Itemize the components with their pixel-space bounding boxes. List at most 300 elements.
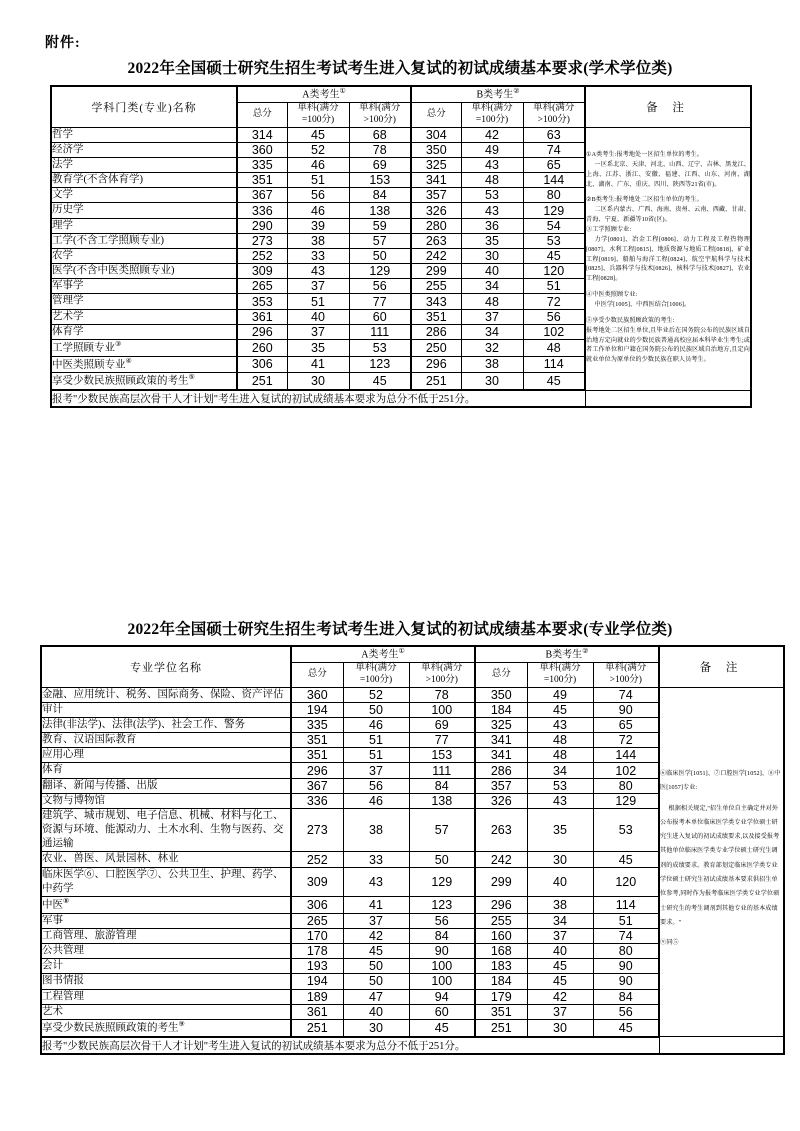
row-subject-name: 体育 — [41, 763, 291, 778]
table-footnote-row — [51, 390, 751, 407]
a-single-gt100-score: 68 — [349, 127, 411, 142]
b-total-score: 168 — [475, 944, 527, 959]
a-single-eq100-score: 46 — [287, 157, 349, 172]
group-a-label: A类考生 — [361, 649, 399, 661]
a-single-gt100-score: 123 — [409, 896, 475, 913]
a-single-eq100-score: 37 — [287, 324, 349, 339]
a-single-gt100-score: 153 — [409, 748, 475, 763]
b-total-score: 357 — [475, 778, 527, 793]
row-subject-name: 文学 — [51, 188, 237, 203]
a-single-gt100-score: 69 — [349, 157, 411, 172]
row-subject-name: 公共管理 — [41, 944, 291, 959]
table1-group-b-header — [411, 86, 585, 102]
a-single-gt100-score: 59 — [349, 218, 411, 233]
a-single-gt100-score: 77 — [409, 733, 475, 748]
a-total-score: 360 — [291, 687, 343, 702]
a-total-score: 260 — [237, 339, 287, 356]
b-single-eq100-score: 40 — [527, 944, 593, 959]
b-single-eq100-score: 30 — [527, 1019, 593, 1036]
b-single-eq100-score: 34 — [527, 913, 593, 928]
b-single-eq100-score: 37 — [461, 309, 523, 324]
a-single-gt100-score: 78 — [409, 687, 475, 702]
row-subject-name: 建筑学、城市规划、电子信息、机械、材料与化工、资源与环境、能源动力、土木水利、生物与医药、交通运输 — [41, 808, 291, 852]
b-total-score: 160 — [475, 928, 527, 943]
group-a-footnote-mark: ① — [339, 87, 346, 95]
row-subject-name: 文物与博物馆 — [41, 793, 291, 808]
a-single-eq100-score: 46 — [343, 793, 409, 808]
a-total-score: 251 — [291, 1019, 343, 1036]
b-single-gt100-score: 90 — [593, 974, 659, 989]
row-subject-name: 中医类照顾专业④ — [51, 356, 237, 373]
a-single-eq100-score: 42 — [343, 928, 409, 943]
note-paragraph: 根据相关规定,"招生单位自主确定并对外公布报考本单位临床医学类专业学位硕士研究生进入复试的初试成绩要求,以及接受报考其他单位临床医学类专业学位硕士研究生调剂的成绩要求。教育部划定临床医学类专业学位硕士研究生初试成绩基本要求供招生单位参考,同时作为报考临床医学类专业学位硕士研究生的考生调剂到其他专业的基本成绩要求。" — [660, 805, 780, 927]
table-footnote: 报考"少数民族高层次骨干人才计划"考生进入复试的初试成绩基本要求为总分不低于251分。 — [51, 390, 585, 407]
a-single-eq100-score: 37 — [343, 763, 409, 778]
note-paragraph: ⑥临床医学[1051]、⑦口腔医学[1052]、⑧中医[1057]专业: — [660, 770, 781, 792]
table2-a-gt100-header — [409, 662, 475, 687]
b-single-eq100-score: 34 — [461, 324, 523, 339]
a-total-score: 265 — [237, 279, 287, 294]
b-total-score: 251 — [475, 1019, 527, 1036]
row-subject-name: 中医⑧ — [41, 896, 291, 913]
b-single-eq100-score: 48 — [527, 748, 593, 763]
b-single-eq100-score: 32 — [461, 339, 523, 356]
a-single-gt100-score: 100 — [409, 959, 475, 974]
b-total-score: 255 — [411, 279, 461, 294]
b-single-gt100-score: 129 — [523, 203, 585, 218]
b-single-eq100-score: 30 — [461, 373, 523, 390]
row-subject-name: 审计 — [41, 702, 291, 717]
row-subject-name: 教育、汉语国际教育 — [41, 733, 291, 748]
a-single-gt100-score: 53 — [349, 339, 411, 356]
b-single-gt100-score: 129 — [593, 793, 659, 808]
b-single-gt100-score: 144 — [523, 173, 585, 188]
row-subject-name: 法律(非法学)、法律(法学)、社会工作、警务 — [41, 717, 291, 732]
b-single-eq100-score: 48 — [461, 294, 523, 309]
a-single-gt100-score: 84 — [409, 928, 475, 943]
b-single-eq100-score: 37 — [527, 928, 593, 943]
b-gt100-line2: >100分) — [609, 674, 642, 685]
a-single-gt100-score: 57 — [349, 233, 411, 248]
b-eq100-line1: 单科(满分 — [471, 102, 513, 113]
b-single-eq100-score: 45 — [527, 974, 593, 989]
group-b-label: B类考生 — [476, 89, 514, 101]
a-total-score: 251 — [237, 373, 287, 390]
row-subject-name: 图书情报 — [41, 974, 291, 989]
b-single-eq100-score: 48 — [527, 733, 593, 748]
group-b-footnote-mark: ② — [582, 647, 589, 655]
a-single-eq100-score: 50 — [343, 974, 409, 989]
note-paragraph: 报考地处二区招生单位,且毕业后在国务院公布的民族区域自治地方定向就业的少数民族普通高校应届本科毕业生考生;或者工作单位和户籍在国务院公布的民族区域自治地方,且定向就业单位为原单位的少数民族在职人员考生。 — [586, 327, 750, 364]
note-paragraph: 一区系北京、天津、河北、山西、辽宁、吉林、黑龙江、上海、江苏、浙江、安徽、福建、江西、山东、河南、湖北、湖南、广东、重庆、四川、陕西等21省(市)。 — [586, 161, 750, 188]
a-single-eq100-score: 40 — [343, 1004, 409, 1019]
academic-degree-table — [50, 85, 752, 408]
b-single-eq100-score: 40 — [461, 264, 523, 279]
b-gt100-line1: 单科(满分 — [605, 662, 647, 673]
row-subject-name: 体育学 — [51, 324, 237, 339]
b-total-score: 343 — [411, 294, 461, 309]
a-single-gt100-score: 111 — [349, 324, 411, 339]
b-single-gt100-score: 48 — [523, 339, 585, 356]
b-single-eq100-score: 49 — [461, 142, 523, 157]
a-single-gt100-score: 69 — [409, 717, 475, 732]
b-single-eq100-score: 38 — [527, 896, 593, 913]
table2-subject-header: 专业学位名称 — [41, 646, 291, 687]
a-gt100-line1: 单科(满分 — [359, 102, 401, 113]
b-total-score: 299 — [475, 867, 527, 896]
row-footnote-mark: ③ — [115, 339, 122, 348]
b-total-score: 296 — [475, 896, 527, 913]
a-total-score: 335 — [237, 157, 287, 172]
b-total-score: 341 — [411, 173, 461, 188]
a-gt100-line1: 单科(满分 — [421, 662, 463, 673]
a-single-gt100-score: 45 — [349, 373, 411, 390]
note-paragraph: ⑨同⑤ — [660, 940, 679, 947]
b-total-score: 326 — [411, 203, 461, 218]
a-single-gt100-score: 90 — [409, 944, 475, 959]
a-single-eq100-score: 46 — [287, 203, 349, 218]
row-subject-name: 艺术 — [41, 1004, 291, 1019]
b-total-score: 179 — [475, 989, 527, 1004]
b-single-gt100-score: 54 — [523, 218, 585, 233]
a-eq100-line1: 单科(满分 — [355, 662, 397, 673]
b-single-gt100-score: 74 — [523, 142, 585, 157]
b-single-gt100-score: 51 — [523, 279, 585, 294]
b-total-score: 286 — [411, 324, 461, 339]
note-paragraph: ①A类考生:报考地处一区招生单位的考生。 — [586, 151, 704, 158]
a-total-score: 367 — [291, 778, 343, 793]
b-single-gt100-score: 72 — [523, 294, 585, 309]
b-single-gt100-score: 45 — [523, 373, 585, 390]
b-total-score: 184 — [475, 702, 527, 717]
b-single-gt100-score: 45 — [523, 248, 585, 263]
table1-header-row-1 — [51, 86, 751, 102]
table2-a-eq100-header — [343, 662, 409, 687]
b-single-eq100-score: 40 — [527, 867, 593, 896]
b-single-eq100-score: 53 — [527, 778, 593, 793]
b-single-eq100-score: 53 — [461, 188, 523, 203]
row-subject-name: 享受少数民族照顾政策的考生⑨ — [41, 1019, 291, 1036]
a-total-score: 273 — [291, 808, 343, 852]
a-single-gt100-score: 60 — [409, 1004, 475, 1019]
b-total-score: 296 — [411, 356, 461, 373]
table2-b-eq100-header — [527, 662, 593, 687]
a-single-eq100-score: 37 — [343, 913, 409, 928]
table1-b-total-header: 总分 — [411, 102, 461, 127]
note-paragraph: 中医学[1005]、中西医结合[1006]。 — [594, 301, 691, 308]
a-single-eq100-score: 33 — [287, 248, 349, 263]
b-total-score: 280 — [411, 218, 461, 233]
a-eq100-line2: =100分) — [359, 674, 393, 685]
b-single-eq100-score: 35 — [461, 233, 523, 248]
a-single-eq100-score: 38 — [343, 808, 409, 852]
b-single-gt100-score: 53 — [523, 233, 585, 248]
a-total-score: 252 — [237, 248, 287, 263]
a-single-gt100-score: 138 — [349, 203, 411, 218]
b-single-gt100-score: 63 — [523, 127, 585, 142]
table-footnote-row — [41, 1037, 784, 1054]
b-single-gt100-score: 45 — [593, 1019, 659, 1036]
b-single-gt100-score: 74 — [593, 687, 659, 702]
b-single-eq100-score: 30 — [527, 852, 593, 867]
row-footnote-mark: ④ — [125, 356, 132, 365]
b-gt100-line2: >100分) — [537, 114, 570, 125]
b-single-eq100-score: 48 — [461, 173, 523, 188]
a-single-eq100-score: 35 — [287, 339, 349, 356]
b-single-gt100-score: 45 — [593, 852, 659, 867]
row-subject-name: 工商管理、旅游管理 — [41, 928, 291, 943]
a-total-score: 252 — [291, 852, 343, 867]
b-total-score: 326 — [475, 793, 527, 808]
b-single-eq100-score: 34 — [461, 279, 523, 294]
a-total-score: 351 — [237, 173, 287, 188]
b-single-gt100-score: 56 — [523, 309, 585, 324]
a-total-score: 306 — [291, 896, 343, 913]
table-row — [51, 127, 751, 142]
a-single-gt100-score: 94 — [409, 989, 475, 1004]
table1-b-eq100-header — [461, 102, 523, 127]
b-single-gt100-score: 144 — [593, 748, 659, 763]
table2-group-a-header — [291, 646, 475, 662]
b-single-gt100-score: 80 — [593, 944, 659, 959]
group-b-footnote-mark: ② — [513, 87, 520, 95]
a-total-score: 309 — [237, 264, 287, 279]
b-total-score: 341 — [475, 733, 527, 748]
row-subject-name: 理学 — [51, 218, 237, 233]
a-total-score: 273 — [237, 233, 287, 248]
note-paragraph: 力学[0801]、冶金工程[0806]、动力工程及工程热物理[0807]、水利工程[0815]、地质资源与地质工程[0818]、矿业工程[0819]、船舶与海洋工程[0824]、航空宇航科学与技术[0825]、兵器科学与技术[0826]、核科学与技术[0827]、农业工程[0828]。 — [586, 236, 750, 283]
a-total-score: 314 — [237, 127, 287, 142]
b-total-score: 325 — [411, 157, 461, 172]
b-total-score: 351 — [411, 309, 461, 324]
a-single-gt100-score: 57 — [409, 808, 475, 852]
b-total-score: 351 — [475, 1004, 527, 1019]
b-single-gt100-score: 80 — [593, 778, 659, 793]
table-row — [41, 687, 784, 702]
a-single-eq100-score: 43 — [343, 867, 409, 896]
a-single-gt100-score: 111 — [409, 763, 475, 778]
a-single-eq100-score: 56 — [343, 778, 409, 793]
b-single-gt100-score: 65 — [523, 157, 585, 172]
a-total-score: 351 — [291, 748, 343, 763]
row-subject-name: 军事 — [41, 913, 291, 928]
a-gt100-line2: >100分) — [363, 114, 396, 125]
row-subject-name: 会计 — [41, 959, 291, 974]
a-total-score: 336 — [237, 203, 287, 218]
a-single-eq100-score: 30 — [287, 373, 349, 390]
a-single-eq100-score: 43 — [287, 264, 349, 279]
b-gt100-line1: 单科(满分 — [533, 102, 575, 113]
b-single-eq100-score: 42 — [461, 127, 523, 142]
b-total-score: 299 — [411, 264, 461, 279]
a-single-eq100-score: 38 — [287, 233, 349, 248]
table2-header-row-1 — [41, 646, 784, 662]
b-single-eq100-score: 43 — [527, 793, 593, 808]
a-total-score: 335 — [291, 717, 343, 732]
a-single-gt100-score: 56 — [349, 279, 411, 294]
a-total-score: 265 — [291, 913, 343, 928]
b-single-gt100-score: 114 — [593, 896, 659, 913]
b-single-eq100-score: 35 — [527, 808, 593, 852]
row-subject-name: 管理学 — [51, 294, 237, 309]
b-single-gt100-score: 51 — [593, 913, 659, 928]
b-single-gt100-score: 53 — [593, 808, 659, 852]
note-paragraph: ②B类考生:报考地处二区招生单位的考生。 — [586, 197, 703, 204]
a-total-score: 306 — [237, 356, 287, 373]
b-total-score: 242 — [475, 852, 527, 867]
row-subject-name: 享受少数民族照顾政策的考生⑤ — [51, 373, 237, 390]
b-total-score: 184 — [475, 974, 527, 989]
a-total-score: 351 — [291, 733, 343, 748]
a-single-eq100-score: 46 — [343, 717, 409, 732]
table1-title: 2022年全国硕士研究生招生考试考生进入复试的初试成绩基本要求(学术学位类) — [127, 60, 673, 77]
row-subject-name: 农学 — [51, 248, 237, 263]
note-paragraph: ⑤享受少数民族照顾政策的考生: — [586, 317, 675, 324]
a-single-gt100-score: 77 — [349, 294, 411, 309]
row-subject-name: 工学(不含工学照顾专业) — [51, 233, 237, 248]
table2-group-b-header — [475, 646, 659, 662]
a-single-gt100-score: 129 — [409, 867, 475, 896]
table2-b-total-header: 总分 — [475, 662, 527, 687]
a-single-gt100-score: 153 — [349, 173, 411, 188]
row-subject-name: 医学(不含中医类照顾专业) — [51, 264, 237, 279]
b-single-gt100-score: 102 — [593, 763, 659, 778]
table1-a-gt100-header — [349, 102, 411, 127]
a-single-eq100-score: 51 — [287, 294, 349, 309]
a-single-eq100-score: 45 — [287, 127, 349, 142]
a-single-eq100-score: 51 — [287, 173, 349, 188]
attachment-label: 附件: — [45, 36, 81, 51]
table2-a-total-header: 总分 — [291, 662, 343, 687]
a-eq100-line2: =100分) — [301, 114, 335, 125]
a-single-eq100-score: 56 — [287, 188, 349, 203]
row-subject-name: 艺术学 — [51, 309, 237, 324]
b-single-eq100-score: 38 — [461, 356, 523, 373]
a-total-score: 361 — [291, 1004, 343, 1019]
b-total-score: 304 — [411, 127, 461, 142]
a-total-score: 178 — [291, 944, 343, 959]
a-total-score: 361 — [237, 309, 287, 324]
b-total-score: 250 — [411, 339, 461, 356]
row-subject-name: 应用心理 — [41, 748, 291, 763]
b-single-eq100-score: 45 — [527, 959, 593, 974]
b-single-eq100-score: 42 — [527, 989, 593, 1004]
a-single-eq100-score: 33 — [343, 852, 409, 867]
a-single-gt100-score: 45 — [409, 1019, 475, 1036]
a-total-score: 189 — [291, 989, 343, 1004]
b-total-score: 350 — [475, 687, 527, 702]
b-total-score: 255 — [475, 913, 527, 928]
a-single-eq100-score: 45 — [343, 944, 409, 959]
a-single-eq100-score: 41 — [343, 896, 409, 913]
b-total-score: 325 — [475, 717, 527, 732]
row-subject-name: 经济学 — [51, 142, 237, 157]
a-total-score: 194 — [291, 974, 343, 989]
b-total-score: 242 — [411, 248, 461, 263]
a-total-score: 336 — [291, 793, 343, 808]
b-total-score: 183 — [475, 959, 527, 974]
a-total-score: 290 — [237, 218, 287, 233]
b-single-gt100-score: 80 — [523, 188, 585, 203]
a-total-score: 296 — [237, 324, 287, 339]
group-a-footnote-mark: ① — [398, 647, 405, 655]
b-single-gt100-score: 114 — [523, 356, 585, 373]
a-total-score: 170 — [291, 928, 343, 943]
b-single-eq100-score: 30 — [461, 248, 523, 263]
b-single-gt100-score: 120 — [593, 867, 659, 896]
table2-title: 2022年全国硕士研究生招生考试考生进入复试的初试成绩基本要求(专业学位类) — [127, 621, 673, 638]
a-single-gt100-score: 138 — [409, 793, 475, 808]
row-subject-name: 哲学 — [51, 127, 237, 142]
b-eq100-line2: =100分) — [475, 114, 509, 125]
a-single-eq100-score: 52 — [343, 687, 409, 702]
table2-b-gt100-header — [593, 662, 659, 687]
row-subject-name: 农业、兽医、风景园林、林业 — [41, 852, 291, 867]
row-footnote-mark: ⑨ — [178, 1019, 185, 1028]
a-gt100-line2: >100分) — [425, 674, 458, 685]
professional-degree-table — [40, 645, 785, 1055]
b-single-gt100-score: 56 — [593, 1004, 659, 1019]
a-single-gt100-score: 100 — [409, 702, 475, 717]
b-single-eq100-score: 45 — [527, 702, 593, 717]
row-subject-name: 军事学 — [51, 279, 237, 294]
row-subject-name: 金融、应用统计、税务、国际商务、保险、资产评估 — [41, 687, 291, 702]
a-single-eq100-score: 51 — [343, 733, 409, 748]
a-single-eq100-score: 50 — [343, 959, 409, 974]
b-single-gt100-score: 102 — [523, 324, 585, 339]
row-footnote-mark: ⑤ — [188, 373, 195, 382]
note-paragraph: 二区系内蒙古、广西、海南、贵州、云南、西藏、甘肃、青海、宁夏、新疆等10省(区)。 — [586, 207, 750, 224]
row-subject-name: 工学照顾专业③ — [51, 339, 237, 356]
b-total-score: 286 — [475, 763, 527, 778]
b-single-gt100-score: 72 — [593, 733, 659, 748]
a-single-eq100-score: 50 — [343, 702, 409, 717]
a-single-eq100-score: 40 — [287, 309, 349, 324]
a-single-eq100-score: 37 — [287, 279, 349, 294]
table1-subject-header: 学科门类(专业)名称 — [51, 86, 237, 127]
group-b-label: B类考生 — [545, 649, 583, 661]
row-subject-name: 教育学(不含体育学) — [51, 173, 237, 188]
group-a-label: A类考生 — [302, 89, 340, 101]
a-single-gt100-score: 84 — [349, 188, 411, 203]
b-single-gt100-score: 120 — [523, 264, 585, 279]
a-single-gt100-score: 50 — [409, 852, 475, 867]
b-total-score: 350 — [411, 142, 461, 157]
notes-cell — [585, 127, 751, 390]
b-single-gt100-score: 84 — [593, 989, 659, 1004]
row-subject-name: 临床医学⑥、口腔医学⑦、公共卫生、护理、药学、中药学 — [41, 867, 291, 896]
table2-notes-header: 备 注 — [659, 646, 784, 687]
b-total-score: 357 — [411, 188, 461, 203]
row-subject-name: 历史学 — [51, 203, 237, 218]
table1-b-gt100-header — [523, 102, 585, 127]
b-single-eq100-score: 34 — [527, 763, 593, 778]
a-total-score: 367 — [237, 188, 287, 203]
b-single-eq100-score: 37 — [527, 1004, 593, 1019]
b-single-gt100-score: 74 — [593, 928, 659, 943]
a-single-eq100-score: 39 — [287, 218, 349, 233]
a-single-gt100-score: 100 — [409, 974, 475, 989]
a-single-gt100-score: 84 — [409, 778, 475, 793]
a-total-score: 296 — [291, 763, 343, 778]
a-single-gt100-score: 56 — [409, 913, 475, 928]
b-eq100-line1: 单科(满分 — [539, 662, 581, 673]
b-single-eq100-score: 43 — [461, 203, 523, 218]
a-total-score: 194 — [291, 702, 343, 717]
a-total-score: 309 — [291, 867, 343, 896]
a-single-eq100-score: 47 — [343, 989, 409, 1004]
table1-a-eq100-header — [287, 102, 349, 127]
